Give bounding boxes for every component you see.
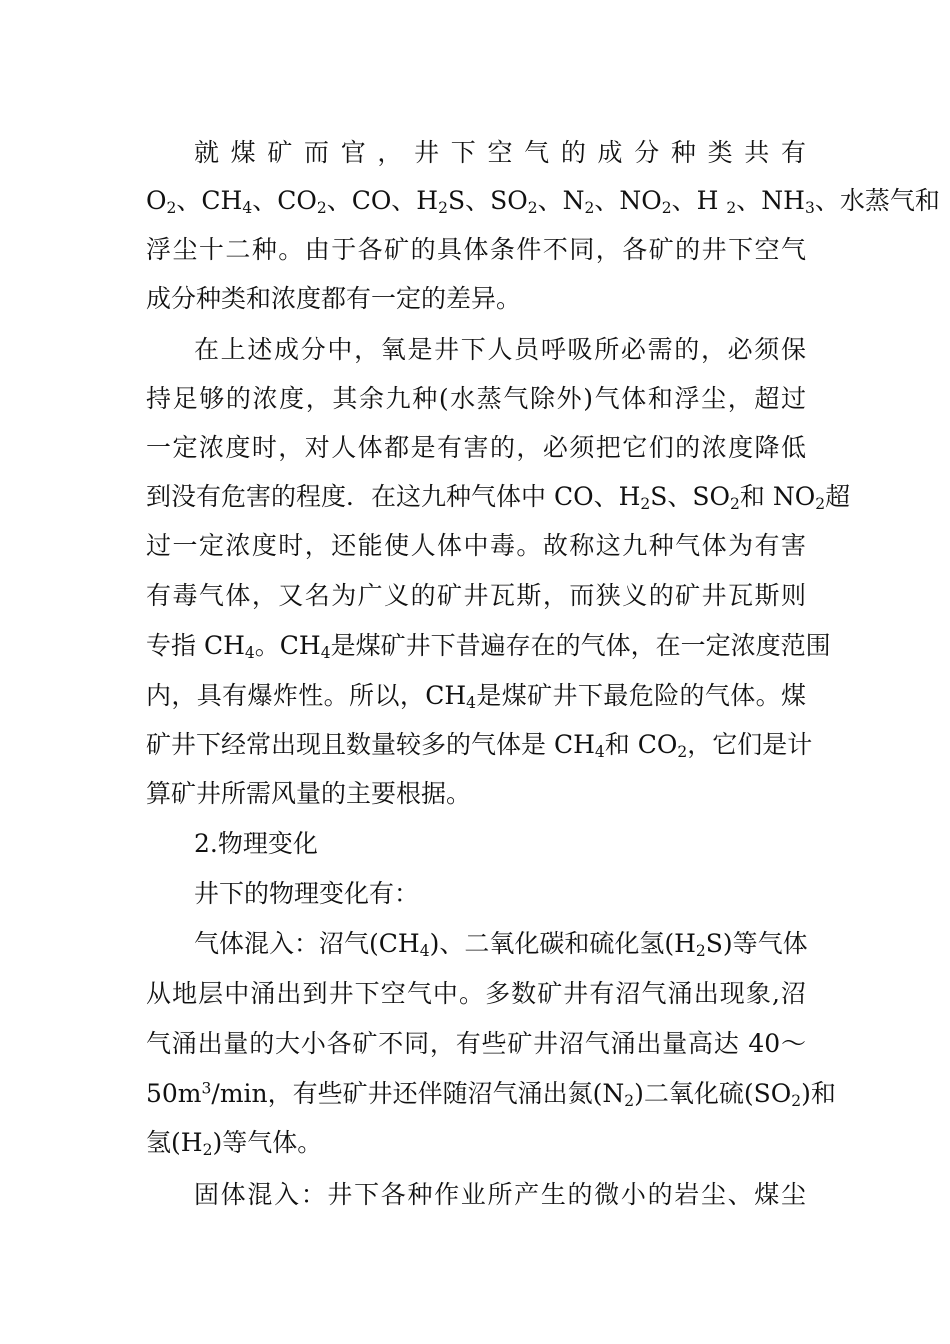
subscript: 4 [242, 198, 253, 217]
paragraph-2-line-3 [146, 426, 806, 470]
text-run: 一定浓度时，对人体都是有害的，必须把它们的浓度降低 [146, 433, 806, 462]
subscript: 4 [466, 693, 477, 712]
text-run: 矿井下经常出现且数量较多的气体是 CH [146, 730, 595, 759]
text-run: 2.物理变化 [194, 829, 318, 858]
paragraph-4-line-4 [146, 1072, 836, 1116]
text-run: 、CO [252, 186, 317, 215]
subscript: 2 [438, 198, 448, 217]
text-run: 、NO [594, 186, 662, 215]
text-run: 和 NO [739, 482, 816, 511]
text-run: 气体混入：沼气(CH [194, 929, 420, 958]
text-run: )等气体。 [212, 1128, 323, 1157]
paragraph-2-line-5 [146, 524, 806, 568]
paragraph-4-line-5 [146, 1121, 806, 1165]
text-run: 、NH [736, 186, 805, 215]
text-run: 氢(H [146, 1128, 203, 1157]
subscript: 2 [695, 941, 706, 960]
paragraph-4-line-3 [146, 1022, 806, 1066]
subscript: 2 [640, 494, 651, 513]
subscript: 2 [730, 494, 740, 513]
text-run: 气涌出量的大小各矿不同，有些矿井沼气涌出量高达 40～ [146, 1029, 806, 1058]
text-run: S、SO [448, 186, 528, 215]
text-run: S)等气体 [705, 929, 808, 958]
paragraph-1-line-4 [146, 277, 806, 321]
text-run: 专指 CH [146, 631, 245, 660]
text-run: 在上述成分中，氧是井下人员呼吸所必需的，必须保 [194, 335, 806, 364]
text-run: 、CH [176, 186, 243, 215]
text-run: 从地层中涌出到井下空气中。多数矿井有沼气涌出现象,沼 [146, 979, 806, 1008]
text-run: 、水蒸气和 [814, 186, 940, 215]
paragraph-2-line-7 [146, 624, 831, 668]
subscript: 2 [791, 1091, 802, 1110]
text-run: 是煤矿井下最危险的气体。煤 [476, 681, 806, 710]
text-run: 算矿井所需风量的主要根据。 [146, 779, 472, 808]
text-run: 到没有危害的程度．在这九种气体中 CO、H [146, 482, 641, 511]
subscript: 4 [244, 643, 255, 662]
text-run: /min，有些矿井还伴随沼气涌出氮(N [211, 1079, 625, 1108]
superscript: 3 [201, 1079, 212, 1098]
text-run: ，它们是计 [687, 730, 813, 759]
subscript: 2 [202, 1140, 213, 1159]
paragraph-1-line-2 [146, 179, 940, 223]
paragraph-2-line-10 [146, 772, 806, 816]
subscript: 4 [320, 643, 331, 662]
paragraph-2-line-6 [146, 574, 806, 618]
subscript: 2 [316, 198, 327, 217]
text-run: 和 CO [604, 730, 678, 759]
subscript: 2 [661, 198, 672, 217]
subscript: 3 [804, 198, 815, 217]
subscript: 4 [419, 941, 430, 960]
subscript: 2 [677, 742, 688, 761]
text-run: 井下的物理变化有： [194, 879, 420, 908]
text-run: 成分种类和浓度都有一定的差异。 [146, 284, 522, 313]
text-run: 50m [146, 1079, 202, 1108]
paragraph-3-line-1 [194, 872, 806, 916]
text-run: 有毒气体，又名为广义的矿井瓦斯，而狭义的矿井瓦斯则 [146, 581, 806, 610]
text-run: )、二氧化碳和硫化氢(H [429, 929, 696, 958]
text-run: 。CH [254, 631, 321, 660]
text-run: 超 [825, 482, 851, 511]
text-run: O [146, 186, 167, 215]
text-run: 固体混入：井下各种作业所产生的微小的岩尘、煤尘 [194, 1180, 806, 1209]
text-run: )二氧化硫(SO [634, 1079, 792, 1108]
subscript: 2 [624, 1091, 635, 1110]
text-run: 持足够的浓度，其余九种(水蒸气除外)气体和浮尘，超过 [146, 384, 806, 413]
subscript: 4 [594, 742, 605, 761]
paragraph-2-line-4 [146, 475, 851, 519]
text-run: )和 [801, 1079, 836, 1108]
paragraph-2-line-8 [146, 674, 806, 718]
text-run: 过一定浓度时，还能使人体中毒。故称这九种气体为有害 [146, 531, 806, 560]
paragraph-2-line-2 [146, 377, 806, 421]
paragraph-2-line-9 [146, 723, 813, 767]
subscript: 2 [726, 198, 737, 217]
text-run: S、SO [650, 482, 730, 511]
paragraph-5-line-1 [194, 1173, 806, 1217]
paragraph-2-line-1 [194, 328, 806, 372]
paragraph-1-line-1 [194, 131, 806, 175]
paragraph-1-line-3 [146, 228, 806, 272]
subscript: 2 [527, 198, 538, 217]
section-heading [194, 822, 806, 866]
text-run: 、CO、H [326, 186, 439, 215]
subscript: 2 [584, 198, 595, 217]
text-run: 就煤矿而官，井下空气的成分种类共有 [194, 138, 806, 167]
text-run: 、N [537, 186, 585, 215]
text-run: 内，具有爆炸性。所以，CH [146, 681, 467, 710]
text-run: 浮尘十二种。由于各矿的具体条件不同，各矿的井下空气 [146, 235, 806, 264]
subscript: 2 [166, 198, 177, 217]
paragraph-4-line-2 [146, 972, 806, 1016]
text-run: 是煤矿井下昔遍存在的气体，在一定浓度范围 [330, 631, 831, 660]
paragraph-4-line-1 [194, 922, 806, 966]
text-run: 、H [671, 186, 727, 215]
subscript: 2 [815, 494, 826, 513]
